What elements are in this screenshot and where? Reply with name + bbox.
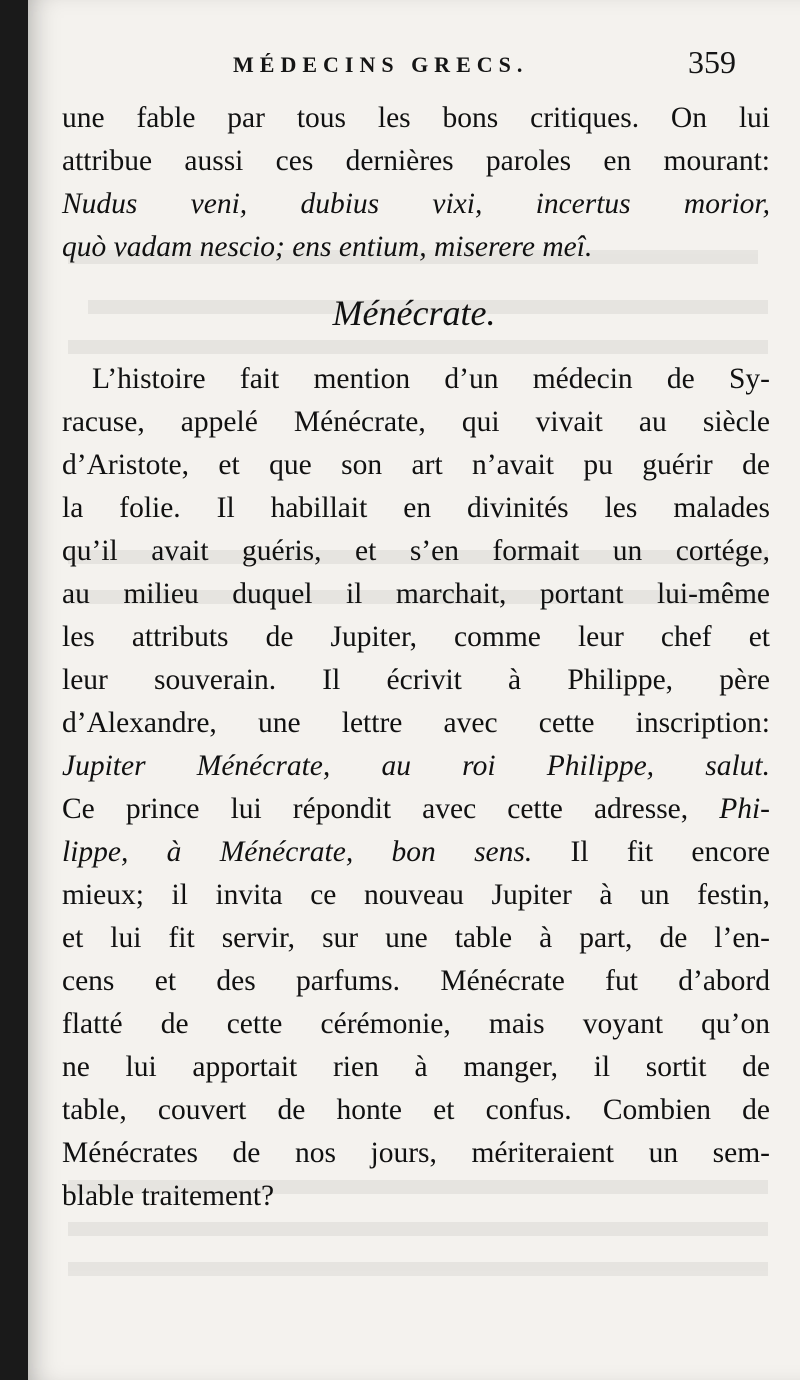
text-line	[62, 358, 770, 401]
italic-text-run: Phi-	[719, 793, 770, 825]
running-title: MÉDECINS GRECS.	[233, 52, 529, 77]
text-run: la folie. Il habillait en divinités les malades	[62, 492, 770, 524]
text-line	[62, 1175, 770, 1218]
body-paragraph	[62, 358, 770, 1218]
text-line	[62, 573, 770, 616]
page-number: 359	[688, 44, 736, 80]
text-run: Ce prince lui répondit avec cette adresse,	[62, 793, 720, 825]
text-run: Il fit encore	[532, 836, 770, 868]
text-run: racuse, appelé Ménécrate, qui vivait au siècle	[62, 406, 770, 438]
text-line	[62, 97, 770, 140]
text-line	[62, 1089, 770, 1132]
text-line	[62, 831, 770, 874]
text-line	[62, 1003, 770, 1046]
text-run: et lui fit servir, sur une table à part, de l’en-	[62, 922, 770, 954]
text-run: flatté de cette cérémonie, mais voyant qu’on	[62, 1008, 770, 1040]
text-run: L’histoire fait mention d’un médecin de Sy-	[92, 363, 770, 395]
text-line	[62, 702, 770, 745]
text-run: leur souverain. Il écrivit à Philippe, père	[62, 664, 770, 696]
text-line	[62, 530, 770, 573]
text-run: attribue aussi ces dernières paroles en mourant:	[62, 145, 770, 177]
text-line	[62, 401, 770, 444]
text-run: Ménécrates de nos jours, mériteraient un sem-	[62, 1137, 770, 1169]
text-line	[62, 1132, 770, 1175]
text-run: mieux; il invita ce nouveau Jupiter à un festin,	[62, 879, 770, 911]
text-run: blable traitement?	[62, 1180, 275, 1212]
text-run: les attributs de Jupiter, comme leur chef et	[62, 621, 770, 653]
italic-text-run: lippe, à Ménécrate, bon sens.	[62, 836, 533, 868]
text-line	[62, 917, 770, 960]
text-line	[62, 226, 770, 269]
text-run: table, couvert de honte et confus. Combien de	[62, 1094, 770, 1126]
text-line	[62, 745, 770, 788]
text-run: une fable par tous les bons critiques. On lui	[62, 102, 770, 134]
text-line	[62, 1046, 770, 1089]
text-line	[62, 444, 770, 487]
text-run: qu’il avait guéris, et s’en formait un cortége,	[62, 535, 770, 567]
page-header	[28, 44, 800, 90]
continuation-paragraph	[62, 97, 770, 269]
text-run: d’Aristote, et que son art n’avait pu guérir de	[62, 449, 770, 481]
text-line	[62, 874, 770, 917]
text-line	[62, 960, 770, 1003]
text-line	[62, 659, 770, 702]
text-line	[62, 616, 770, 659]
text-line	[62, 140, 770, 183]
italic-text-run: Jupiter Ménécrate, au roi Philippe, salut.	[62, 750, 770, 782]
text-run: ne lui apportait rien à manger, il sortit de	[62, 1051, 770, 1083]
book-page	[28, 0, 800, 1380]
text-line	[62, 487, 770, 530]
text-line	[62, 788, 770, 831]
italic-text-run: quò vadam nescio; ens entium, miserere meî.	[62, 231, 593, 263]
text-run: d’Alexandre, une lettre avec cette inscription:	[62, 707, 770, 739]
italic-text-run: Nudus veni, dubius vixi, incertus morior,	[62, 188, 770, 220]
text-line	[62, 183, 770, 226]
text-run: au milieu duquel il marchait, portant lui-même	[62, 578, 770, 610]
section-title: Ménécrate.	[332, 293, 496, 333]
text-run: cens et des parfums. Ménécrate fut d’abord	[62, 965, 770, 997]
